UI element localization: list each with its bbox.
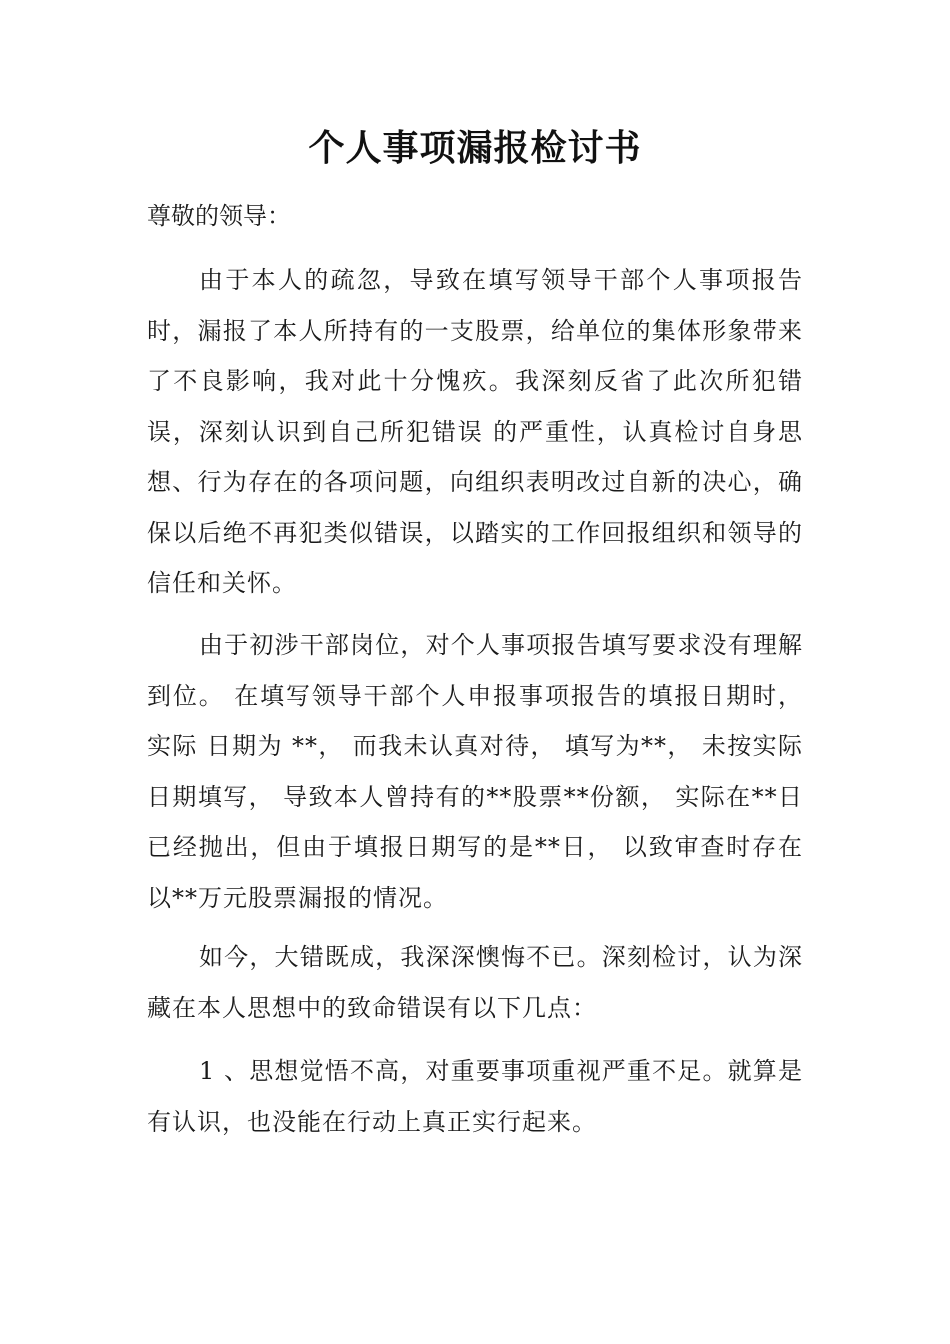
salutation: 尊敬的领导： <box>147 202 291 230</box>
paragraph-2: 由于初涉干部岗位，对个人事项报告填写要求没有理解到位。 在填写领导干部个人申报事项报告的填报日期时，实际 日期为 **， 而我未认真对待， 填写为**， 未按实际日期填写， 导致本人曾持有的**股票**份额， 实际在**日已经抛出，但由于填报日期写的是**日， 以致审查时存在以**万元股票漏报的情况。 <box>147 631 803 912</box>
document-title: 个人事项漏报检讨书 <box>308 127 642 169</box>
paragraph-3: 如今，大错既成，我深深懊悔不已。深刻检讨，认为深藏在本人思想中的致命错误有以下几点： <box>147 943 803 1022</box>
paragraph-4: 1 、思想觉悟不高，对重要事项重视严重不足。就算是有认识，也没能在行动上真正实行起来。 <box>147 1057 803 1136</box>
paragraph-1: 由于本人的疏忽，导致在填写领导干部个人事项报告时，漏报了本人所持有的一支股票，给单位的集体形象带来了不良影响，我对此十分愧疚。我深刻反省了此次所犯错误，深刻认识到自己所犯错误 的严重性，认真检讨自身思想、行为存在的各项问题，向组织表明改过自新的决心，确保以后绝不再犯类似错误，以踏实的工作回报组织和领导的信任和关怀。 <box>147 266 803 597</box>
